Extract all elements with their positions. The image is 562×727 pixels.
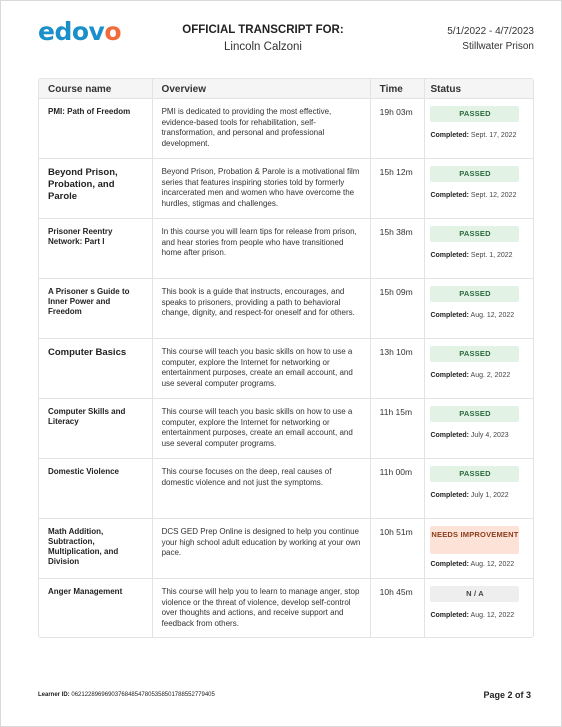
table-header — [39, 79, 533, 99]
completed-date: Completed: Sept. 17, 2022 — [430, 132, 517, 139]
completed-date: Completed: Aug. 12, 2022 — [430, 561, 515, 568]
status-badge: PASSED — [430, 106, 519, 122]
course-time: 13h 10m — [379, 347, 413, 357]
header-course-name: Course name — [39, 79, 153, 98]
table-row — [39, 279, 533, 339]
table-row — [39, 159, 533, 219]
completed-date: Completed: July 1, 2022 — [430, 492, 509, 499]
transcript-meta — [447, 24, 534, 54]
completed-date: Completed: Aug. 12, 2022 — [430, 612, 515, 619]
course-overview: This course will help you to learn to manage anger, stop violence or the threat of violence, develop self-control over thoughts and actions, and receive support and feedback from others. — [161, 587, 360, 628]
course-overview: This book is a guide that instructs, encourages, and speaks to prisoners, providing a path to behavioral change, dignity, and respect-for oneself and for others. — [161, 287, 355, 317]
status-badge: PASSED — [430, 226, 519, 242]
table-row — [39, 579, 533, 638]
course-name: Computer Basics — [48, 347, 127, 358]
course-name: Computer Skills and Literacy — [48, 407, 126, 426]
status-badge: NEEDS IMPROVEMENT — [430, 526, 519, 554]
course-overview: This course focuses on the deep, real causes of domestic violence and not just the symptoms. — [161, 467, 332, 487]
completed-date: Completed: July 4, 2023 — [430, 432, 509, 439]
table-row — [39, 459, 533, 519]
student-name: Lincoln Calzoni — [224, 41, 302, 53]
completed-date: Completed: Aug. 2, 2022 — [430, 372, 511, 379]
course-name: A Prisoner s Guide to Inner Power and Freedom — [48, 287, 130, 316]
course-time: 15h 12m — [379, 167, 413, 177]
facility-name: Stillwater Prison — [462, 41, 534, 52]
status-badge: PASSED — [430, 346, 519, 362]
completed-date: Completed: Aug. 12, 2022 — [430, 312, 515, 319]
header-overview: Overview — [153, 79, 371, 98]
table-row — [39, 99, 533, 159]
course-overview: DCS GED Prep Online is designed to help you continue your high school adult education by working at your own pace. — [161, 527, 361, 557]
course-overview: This course will teach you basic skills on how to use a computer, explore the Internet for networking or entertainment purposes, create an email account, and use several computer programs. — [161, 347, 353, 388]
course-name: Beyond Prison, Probation, and Parole — [48, 167, 118, 202]
course-name: Anger Management — [48, 587, 123, 596]
status-badge: PASSED — [430, 166, 519, 182]
course-time: 10h 45m — [379, 587, 413, 597]
course-time: 11h 00m — [379, 467, 413, 477]
course-overview: In this course you will learn tips for release from prison, and hear stories from people who have transitioned home after prison. — [161, 227, 357, 257]
completed-date: Completed: Sept. 1, 2022 — [430, 252, 513, 259]
course-time: 19h 03m — [379, 107, 413, 117]
edovo-logo: edovo — [38, 17, 122, 46]
courses-table — [38, 78, 534, 638]
header-time: Time — [371, 79, 426, 98]
course-name: PMI: Path of Freedom — [48, 107, 131, 116]
title-block — [161, 24, 365, 53]
status-badge: PASSED — [430, 406, 519, 422]
table-row — [39, 519, 533, 579]
course-overview: Beyond Prison, Probation & Parole is a motivational film series that features inspiring stories told by formerly incarcerated men and women who have overcome the hurdles, stigmas and challenges. — [161, 167, 360, 208]
course-name: Prisoner Reentry Network: Part I — [48, 227, 113, 246]
header-status: Status — [430, 84, 462, 95]
course-name: Domestic Violence — [48, 467, 119, 476]
table-row — [39, 399, 533, 459]
course-name: Math Addition, Subtraction, Multiplication, and Division — [48, 527, 119, 566]
learner-id: Learner ID: 0621228969690376848547805358501788552779405 — [38, 692, 215, 698]
status-badge: PASSED — [430, 466, 519, 482]
table-row — [39, 219, 533, 279]
course-time: 15h 38m — [379, 227, 413, 237]
course-time: 11h 15m — [379, 407, 413, 417]
date-range: 5/1/2022 - 4/7/2023 — [447, 26, 534, 37]
course-time: 10h 51m — [379, 527, 413, 537]
status-badge: N / A — [430, 586, 519, 602]
course-overview: PMI is dedicated to providing the most effective, evidence-based tools for rehabilitation, self-transformation, and personal and professional development. — [161, 107, 332, 148]
completed-date: Completed: Sept. 12, 2022 — [430, 192, 517, 199]
status-badge: PASSED — [430, 286, 519, 302]
table-row — [39, 339, 533, 399]
transcript-title: OFFICIAL TRANSCRIPT FOR: — [182, 24, 344, 36]
page-number: Page 2 of 3 — [483, 690, 531, 700]
course-time: 15h 09m — [379, 287, 413, 297]
course-overview: This course will teach you basic skills on how to use a computer, explore the Internet for networking or entertainment purposes, create an email account, and use several computer programs. — [161, 407, 353, 448]
